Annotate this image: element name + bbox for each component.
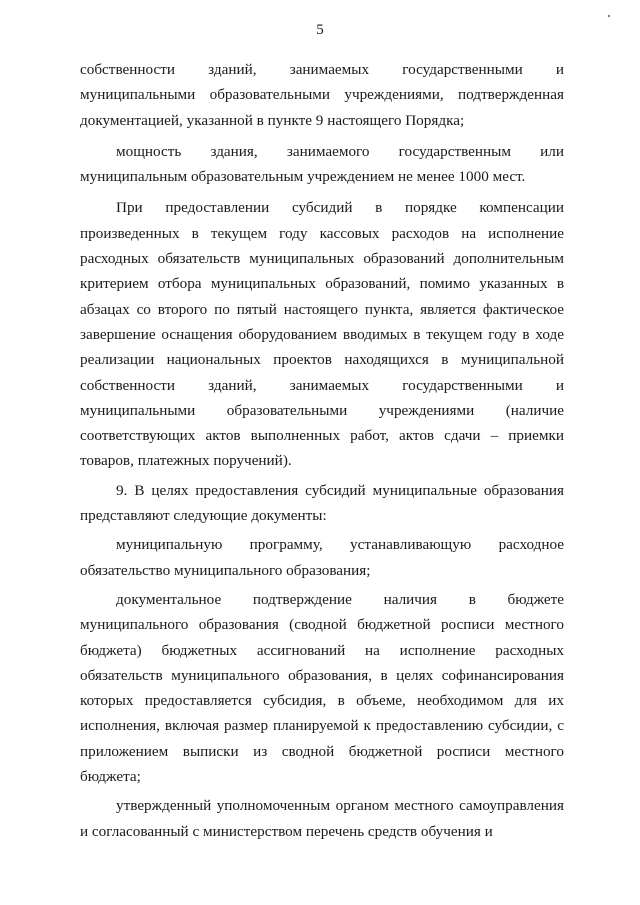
scan-speck [608, 15, 610, 17]
document-body [80, 57, 564, 844]
page-number: 5 [316, 22, 324, 38]
paragraph-5: муниципальную программу, устанавливающую расходное обязательство муниципального образования; [80, 536, 564, 579]
paragraph-3: При предоставлении субсидий в порядке компенсации произведенных в текущем году кассовых расходов на исполнение расходных обязательств муниципальных образований дополнительным критерием отбора муниципальных образований, помимо указанных в абзацах со второго по пятый настоящего пункта, является фактическое завершение оснащения оборудованием вводимых в текущем году в ходе реализации национальных проектов находящихся в муниципальной собственности зданий, занимаемых государственными и муниципальными образовательными учреждениями (наличие соответствующих актов выполненных работ, актов сдачи – приемки товаров, платежных поручений). [80, 199, 564, 470]
paragraph-1: собственности зданий, занимаемых государственными и муниципальными образовательными учреждениями, подтвержденная документацией, указанной в пункте 9 настоящего Порядка; [80, 61, 564, 129]
paragraph-6: документальное подтверждение наличия в бюджете муниципального образования (сводной бюджетной росписи местного бюджета) бюджетных ассигнований на исполнение расходных обязательств муниципального образования, в целях софинансирования которых предоставляется субсидия, в объеме, необходимом для их исполнения, включая размер планируемой к предоставлению субсидии, с приложением выписки из сводной бюджетной росписи местного бюджета; [80, 590, 564, 786]
paragraph-7: утвержденный уполномоченным органом местного самоуправления и согласованный с министерством перечень средств обучения и [80, 797, 564, 840]
paragraph-2: мощность здания, занимаемого государственным или муниципальным образовательным учреждением не менее 1000 мест. [80, 142, 564, 186]
paragraph-4: 9. В целях предоставления субсидий муниципальные образования представляют следующие документы: [80, 481, 564, 525]
